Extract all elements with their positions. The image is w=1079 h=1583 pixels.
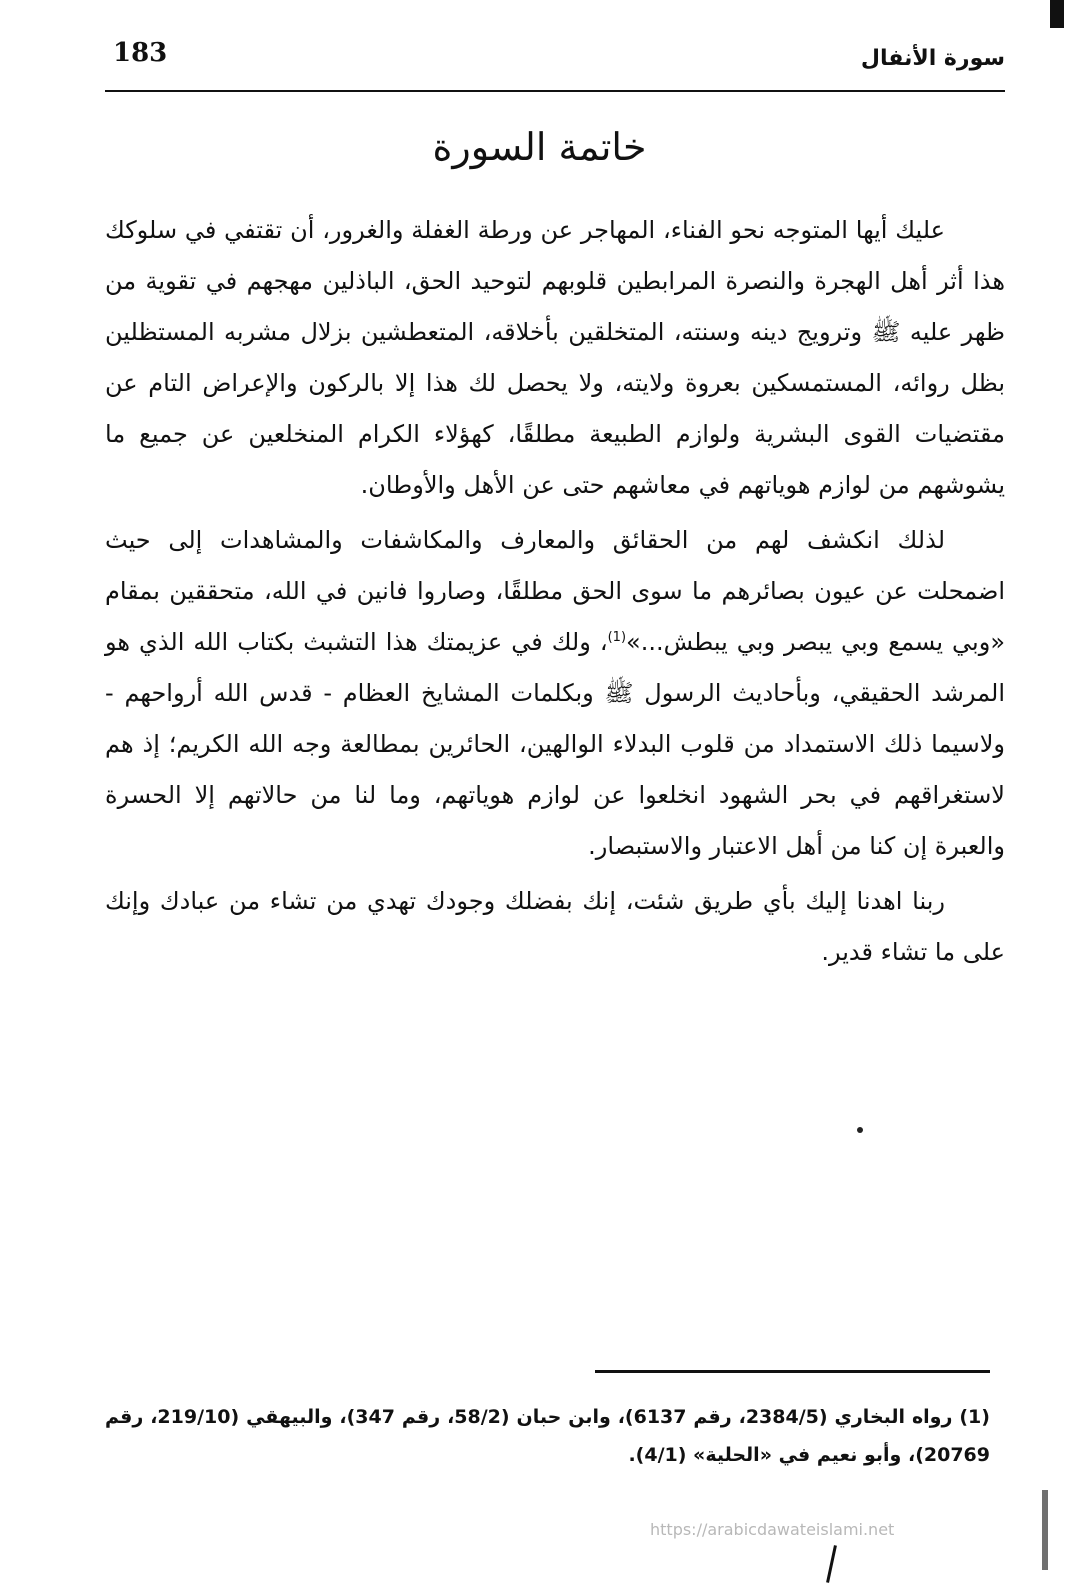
paragraph-2-part-b: ، ولك في عزيمتك هذا التشبث بكتاب الله الذي هو المرشد الحقيقي، وبأحاديث الرسول ﷺ وبكلمات المشايخ العظام - قدس الله أرواحهم - ولاسيما ذلك الاستمداد من قلوب البدلاء الوالهين، الحائرين بمطالعة وجه الله الكريم؛ إذ هم لاستغراقهم في بحر الشهود انخلعوا عن لوازم هوياتهم، وما لنا من حالاتهم إلا الحسرة والعبرة إن كنا من أهل الاعتبار والاستبصار.: [105, 628, 1005, 860]
running-head-surah-name: سورة الأنفال: [860, 46, 1005, 71]
scan-edge-artifact: [1050, 0, 1064, 28]
scan-speck: [857, 1127, 863, 1133]
footnote-reference: (1): [607, 630, 627, 645]
paragraph-2: [105, 515, 1005, 872]
watermark-url: https://arabicdawateislami.net: [650, 1520, 895, 1539]
section-title: خاتمة السورة: [432, 125, 647, 169]
paragraph-2-part-a: لذلك انكشف لهم من الحقائق والمعارف والمكاشفات والمشاهدات إلى حيث اضمحلت عن عيون بصائرهم ما سوى الحق مطلقًا، وصاروا فانين في الله، متحققين بمقام «وبي يسمع وبي يبصر وبي يبطش...»: [105, 526, 1005, 656]
scan-edge-artifact: [1042, 1490, 1048, 1570]
page-header: [105, 30, 1005, 92]
footnote: (1) رواه البخاري (2384/5، رقم 6137)، وابن حبان (58/2، رقم 347)، والبيهقي (219/10، رقم 20769)، وأبو نعيم في «الحلية» (4/1).: [105, 1406, 990, 1466]
paragraph-3: ربنا اهدنا إليك بأي طريق شئت، إنك بفضلك وجودك تهدي من تشاء من عبادك وإنك على ما تشاء قدير.: [105, 887, 1005, 966]
scan-edge-artifact: [826, 1545, 837, 1583]
page-number: 183: [113, 38, 168, 68]
paragraph-1: عليك أيها المتوجه نحو الفناء، المهاجر عن ورطة الغفلة والغرور، أن تقتفي في سلوكك هذا أثر أهل الهجرة والنصرة المرابطين قلوبهم لتوحيد الحق، الباذلين مهجهم في تقوية من ظهر عليه ﷺ وترويج دينه وسنته، المتخلقين بأخلاقه، المتعطشين بزلال مشربه المستظلين بظل روائه، المستمسكين بعروة ولايته، ولا يحصل لك هذا إلا بالركون والإعراض التام عن مقتضيات القوى البشرية ولوازم الطبيعة مطلقًا، كهؤلاء الكرام المنخلعين عن جميع ما يشوشهم من لوازم هوياتهم في معاشهم حتى عن الأهل والأوطان.: [105, 216, 1005, 499]
body-text: [105, 205, 1005, 982]
footnote-separator: [595, 1370, 990, 1373]
